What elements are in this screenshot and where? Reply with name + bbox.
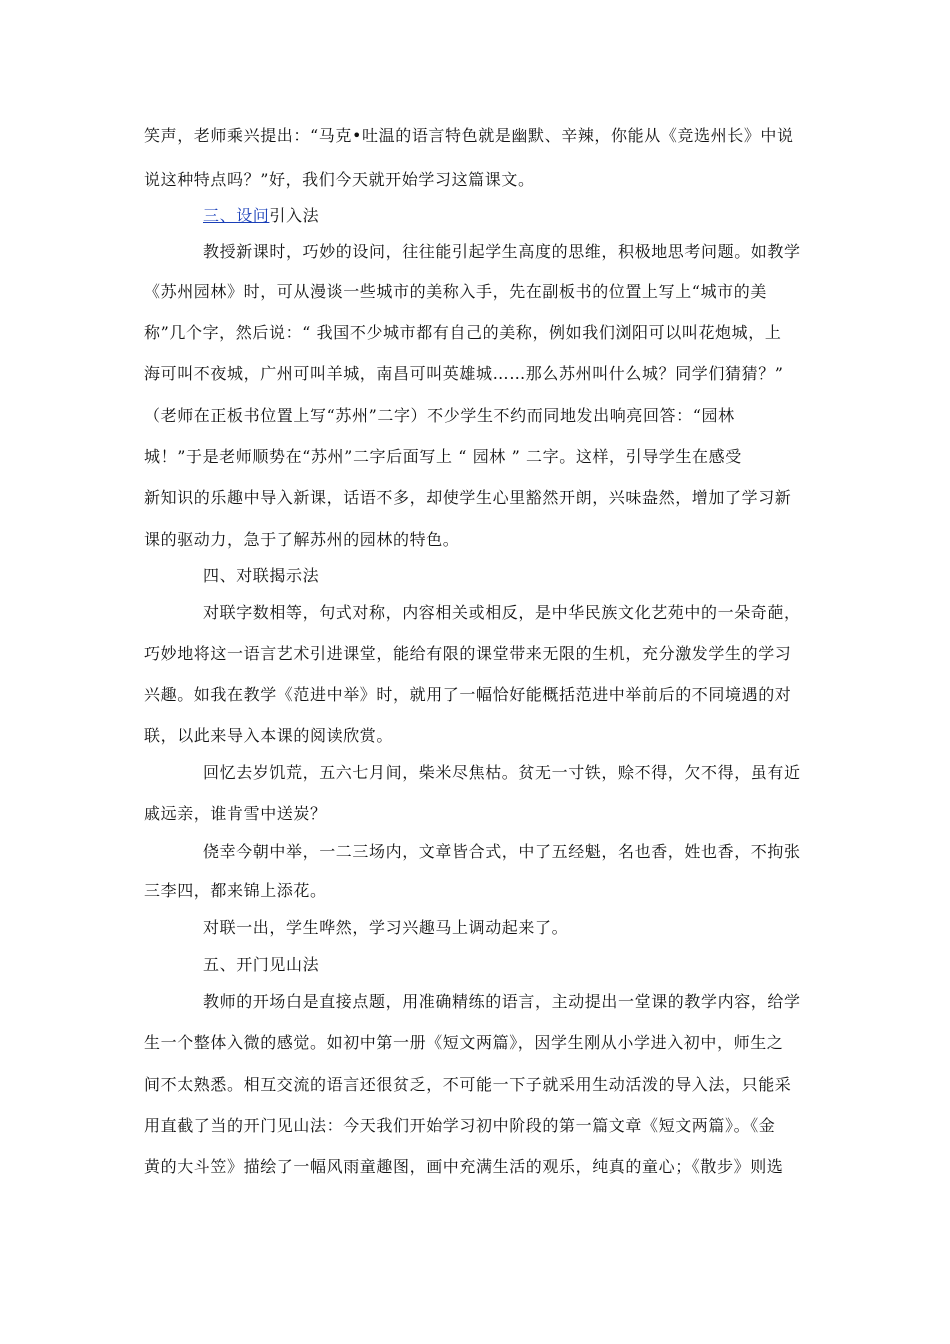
paragraph-line: 笑声，老师乘兴提出：“马克•吐温的语言特色就是幽默、辛辣，你能从《竞选州长》中说 bbox=[144, 126, 794, 145]
paragraph-line: 生一个整体入微的感觉。如初中第一册《短文两篇》，因学生刚从小学进入初中，师生之 bbox=[144, 1033, 784, 1052]
section-heading-4: 四、对联揭示法 bbox=[203, 566, 320, 585]
paragraph-line: 说这种特点吗？”好，我们今天就开始学习这篇课文。 bbox=[144, 170, 535, 189]
paragraph-line: 黄的大斗笠》描绘了一幅风雨童趣图，画中充满生活的观乐，纯真的童心；《散步》则选 bbox=[144, 1157, 784, 1176]
paragraph-line: 教授新课时，巧妙的设问，往往能引起学生高度的思维，积极地思考问题。如教学 bbox=[203, 242, 801, 261]
section-heading-link[interactable]: 三、设问 bbox=[203, 206, 270, 225]
couplet-line-1: 回忆去岁饥荒，五六七月间，柴米尽焦枯。贫无一寸铁，赊不得，欠不得，虽有近 bbox=[203, 763, 801, 782]
couplet-line-2: 侥幸今朝中举，一二三场内，文章皆合式，中了五经魁，名也香，姓也香，不拘张 bbox=[203, 842, 801, 861]
paragraph-line: 海可叫不夜城，广州可叫羊城，南昌可叫英雄城……那么苏州叫什么城？同学们猜猜？” bbox=[144, 364, 784, 383]
paragraph-line: 用直截了当的开门见山法：今天我们开始学习初中阶段的第一篇文章《短文两篇》。《金 bbox=[144, 1116, 776, 1135]
paragraph-line: 城！”于是老师顺势在“苏州”二字后面写上 “ 园林 ” 二字。这样，引导学生在感受 bbox=[144, 447, 742, 466]
section-heading-text: 引入法 bbox=[269, 206, 320, 225]
section-heading-5: 五、开门见山法 bbox=[203, 955, 320, 974]
couplet-line-2-cont: 三李四，都来锦上添花。 bbox=[144, 881, 327, 900]
couplet-line-1-cont: 戚远亲，谁肯雪中送炭？ bbox=[144, 804, 327, 823]
paragraph-line: 间不太熟悉。相互交流的语言还很贫乏，不可能一下子就采用生动活泼的导入法，只能采 bbox=[144, 1075, 792, 1094]
section-heading-3 bbox=[203, 206, 319, 226]
paragraph-line: 兴趣。如我在教学《范进中举》时，就用了一幅恰好能概括范进中举前后的不同境遇的对 bbox=[144, 685, 792, 704]
paragraph-line: 课的驱动力，急于了解苏州的园林的特色。 bbox=[144, 530, 460, 549]
paragraph-line: 《苏州园林》时，可从漫谈一些城市的美称入手，先在副板书的位置上写上“城市的美 bbox=[144, 282, 767, 301]
paragraph-line: 教师的开场白是直接点题，用准确精练的语言，主动提出一堂课的教学内容，给学 bbox=[203, 992, 801, 1011]
paragraph-line: 新知识的乐趣中导入新课，话语不多，却使学生心里豁然开朗，兴味盎然，增加了学习新 bbox=[144, 488, 792, 507]
paragraph-line: 巧妙地将这一语言艺术引进课堂，能给有限的课堂带来无限的生机，充分激发学生的学习 bbox=[144, 644, 792, 663]
paragraph-line: 联，以此来导入本课的阅读欣赏。 bbox=[144, 726, 394, 745]
paragraph-line: 对联一出，学生哗然，学习兴趣马上调动起来了。 bbox=[203, 918, 569, 937]
paragraph-line: 称”几个字，然后说：“ 我国不少城市都有自己的美称，例如我们浏阳可以叫花炮城，上 bbox=[144, 323, 782, 342]
paragraph-line: 对联字数相等，句式对称，内容相关或相反，是中华民族文化艺苑中的一朵奇葩， bbox=[203, 603, 801, 622]
paragraph-line: （老师在正板书位置上写“苏州”二字）不少学生不约而同地发出响亮回答：“园林 bbox=[144, 406, 735, 425]
